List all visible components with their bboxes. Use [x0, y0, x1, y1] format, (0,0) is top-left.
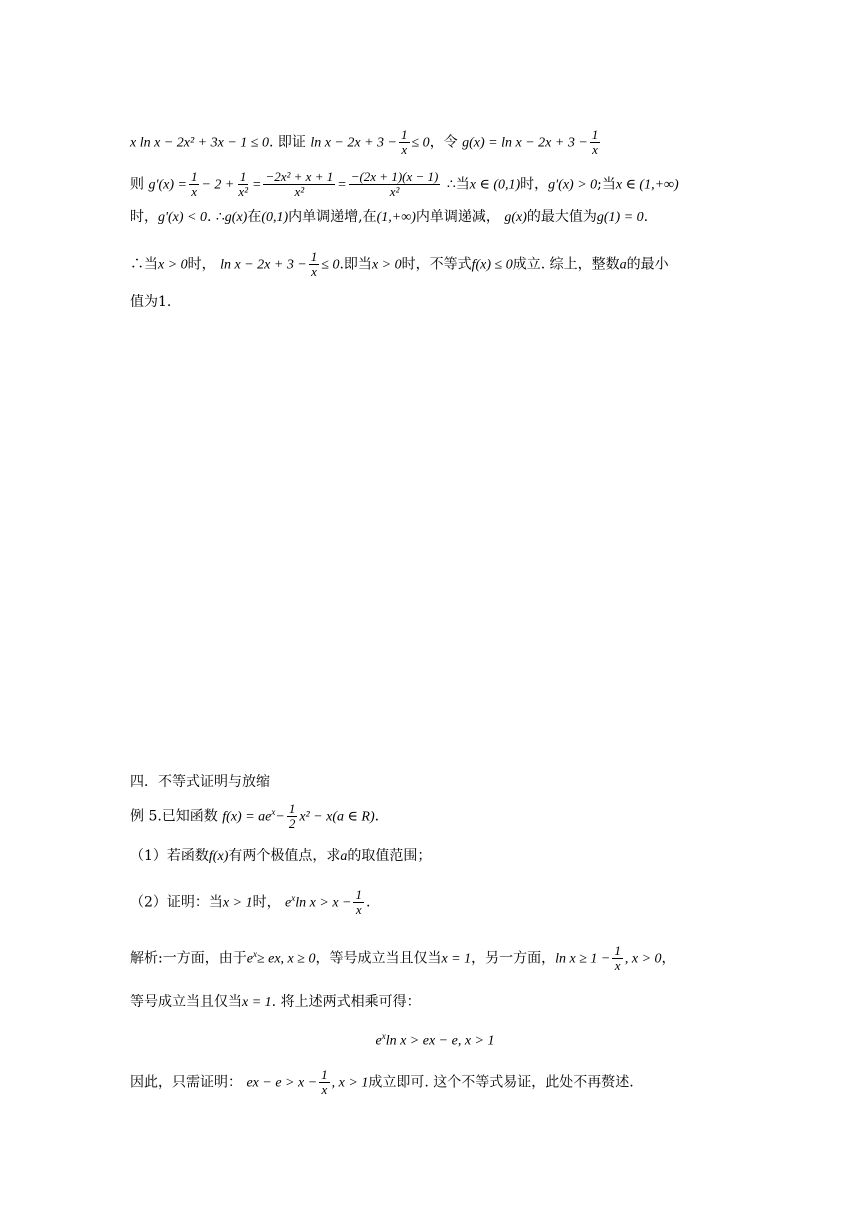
solution-line-3 [130, 207, 740, 228]
text-span: 解析:一方面，由于 [130, 950, 247, 967]
fraction [263, 170, 335, 199]
section-title: 四．不等式证明与放缩 [130, 774, 270, 790]
math-inline: f(x) [208, 849, 229, 864]
fraction-denominator: x² [294, 184, 305, 199]
text-span: 时， [252, 894, 281, 911]
fraction-denominator: x [311, 264, 317, 279]
superscript: x [291, 893, 296, 903]
fraction [399, 128, 410, 157]
text-span: 例 5.已知函数 [130, 808, 218, 825]
fraction-numerator: 1 [288, 801, 296, 817]
text-span: . [643, 209, 649, 225]
fraction-denominator: x [191, 184, 198, 199]
fraction-numerator: 1 [239, 169, 247, 184]
math-inline: g(x) [504, 210, 527, 225]
solution-line-4 [130, 250, 740, 279]
math-inline: x = 1 [441, 951, 472, 967]
math-inline: − [275, 809, 285, 825]
fraction-denominator: x [614, 958, 621, 974]
text-span: ，令 [429, 134, 458, 151]
superscript: x [252, 949, 257, 959]
solution-2-line-1 [130, 944, 740, 973]
fraction-numerator: 1 [355, 887, 362, 903]
text-span: 内单调递减， [415, 209, 500, 225]
text-span: ，另一方面， [471, 950, 556, 967]
text-span: ∴当 [130, 256, 158, 273]
math-inline: g'(x) = [148, 177, 187, 193]
math-inline: f(x) ≤ 0 [471, 257, 513, 273]
fraction-denominator: x [592, 142, 598, 157]
fraction-denominator: x [355, 902, 362, 918]
math-inline: e [375, 1033, 382, 1049]
math-inline: , x > 1 [331, 1075, 369, 1091]
text-span: 值为1. [130, 294, 172, 310]
text-span: ， [661, 950, 676, 967]
fraction [309, 250, 320, 279]
fraction [236, 170, 250, 199]
text-span: 时， [130, 209, 158, 225]
fraction [319, 1068, 330, 1097]
fraction-denominator: x² [238, 184, 249, 199]
display-equation [130, 1026, 740, 1052]
math-inline: ln x − 2x + 3 − [310, 135, 397, 151]
math-inline: e [285, 895, 292, 911]
math-inline: , x > 0 [624, 951, 662, 967]
math-inline: = [337, 177, 347, 193]
fraction-denominator: x² [389, 184, 400, 199]
question-2 [130, 888, 740, 917]
math-inline: x > 1 [222, 895, 253, 911]
fraction [287, 802, 298, 831]
text-span: （1）若函数 [130, 848, 209, 864]
fraction-numerator: −(2x + 1)(x − 1) [350, 169, 439, 184]
math-inline: g'(x) < 0 [158, 210, 207, 225]
fraction [590, 128, 601, 157]
fraction-numerator: 1 [321, 1067, 328, 1082]
fraction-numerator: 1 [614, 943, 621, 959]
math-inline: x ln x − 2x² + 3x − 1 ≤ 0 [130, 135, 269, 151]
fraction-numerator: 1 [401, 127, 408, 142]
example-statement [130, 802, 740, 831]
text-span: 在 [247, 209, 262, 225]
text-span: 内单调递增,在 [288, 209, 377, 225]
conclusion-line [130, 1068, 740, 1097]
text-span: ∴当 [446, 176, 470, 193]
solution-line-1 [130, 128, 740, 157]
math-inline: (1,+∞) [376, 210, 416, 225]
math-inline: ≤ 0 [411, 135, 430, 151]
math-inline: x ∈ (0,1) [469, 177, 521, 193]
solution-line-5 [130, 292, 740, 312]
math-inline: e [246, 951, 253, 967]
math-inline: x = 1 [242, 995, 272, 1010]
text-span: 时， [187, 256, 216, 273]
text-span: 则 [130, 176, 144, 193]
fraction [349, 170, 441, 199]
math-inline: x ∈ (1,+∞) [615, 177, 679, 193]
text-span: . [365, 894, 371, 911]
solution-2-line-2 [130, 992, 740, 1013]
fraction [612, 944, 623, 973]
text-span: . ∴ [206, 209, 225, 225]
superscript: x [271, 807, 276, 817]
fraction [353, 888, 364, 917]
text-span: 等号成立当且仅当 [130, 994, 242, 1010]
fraction-numerator: 1 [591, 127, 599, 142]
question-1 [130, 846, 740, 867]
math-inline: − 2 + [201, 177, 235, 193]
text-span: 有两个极值点，求 [228, 848, 341, 864]
math-inline: (0,1) [261, 210, 289, 225]
math-inline: x² − x(a ∈ R) [299, 809, 375, 825]
fraction-numerator: 1 [310, 249, 318, 264]
superscript: x [381, 1031, 386, 1041]
text-span: 的最大值为 [526, 209, 597, 225]
math-inline: ln x > x − [295, 895, 352, 911]
math-inline: g(1) = 0 [596, 210, 644, 225]
math-inline: x > 0 [158, 257, 188, 273]
text-span: . 将上述两式相乘可得： [271, 994, 421, 1010]
math-inline: ex − e > x − [246, 1075, 318, 1091]
math-inline: = [252, 177, 262, 193]
math-inline: x > 0 [371, 257, 402, 273]
math-inline: g(x) = ln x − 2x + 3 − [462, 135, 588, 151]
text-span: 的取值范围； [347, 848, 432, 864]
fraction-denominator: x [321, 1082, 328, 1097]
text-span: ，等号成立当且仅当 [315, 950, 442, 967]
fraction-numerator: −2x² + x + 1 [265, 169, 334, 184]
fraction-denominator: x [401, 142, 408, 157]
text-span: . [374, 808, 380, 825]
text-span: ;当 [597, 176, 616, 193]
math-inline: a [340, 849, 348, 864]
text-span: 成立. 综上，整数 [512, 256, 620, 273]
solution-line-2 [130, 170, 740, 199]
math-inline: g(x) [224, 210, 248, 225]
text-span: 时，不等式 [401, 256, 472, 273]
math-inline: ln x − 2x + 3 − [220, 257, 307, 273]
text-span: .即当 [339, 256, 372, 273]
text-span: 成立即可. 这个不等式易证，此处不再赘述. [368, 1074, 634, 1091]
section-heading [130, 772, 740, 792]
text-span: 因此，只需证明： [130, 1074, 242, 1091]
math-inline: g'(x) > 0 [548, 177, 598, 193]
math-inline: ≥ ex, x ≥ 0 [256, 951, 316, 967]
text-span: . 即证 [268, 134, 306, 151]
math-inline: a [619, 257, 627, 273]
fraction [189, 170, 200, 199]
text-span: （2）证明：当 [130, 894, 223, 911]
math-inline: ln x > ex − e, x > 1 [385, 1033, 495, 1049]
text-span: 的最小 [626, 256, 669, 273]
math-inline: ≤ 0 [321, 257, 340, 273]
math-inline: f(x) = ae [222, 809, 272, 825]
text-span: 时， [520, 176, 549, 193]
math-inline: ln x ≥ 1 − [555, 951, 611, 967]
fraction-denominator: 2 [288, 816, 296, 832]
fraction-numerator: 1 [190, 169, 198, 184]
